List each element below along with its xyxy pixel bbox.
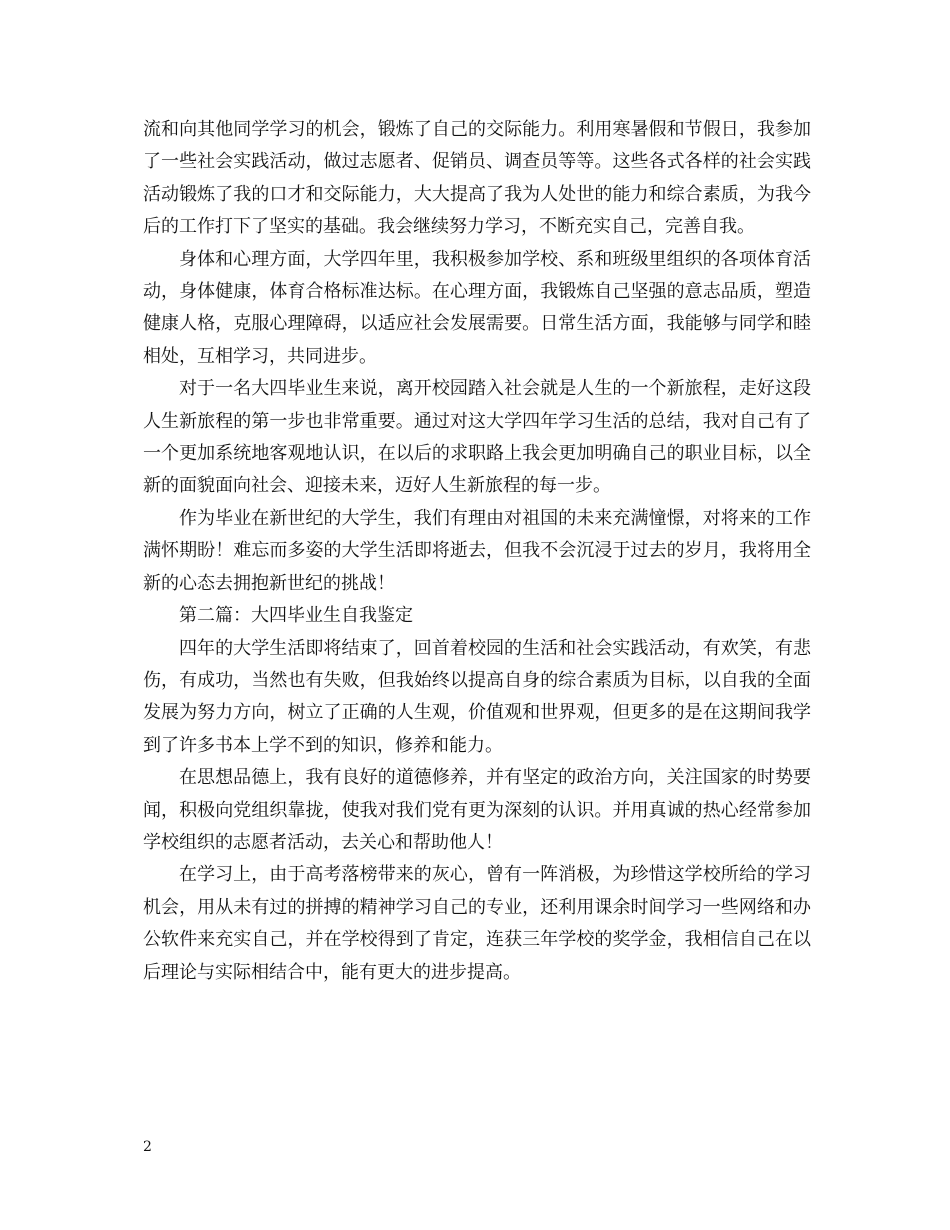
page-number: 2 [143, 1139, 152, 1155]
paragraph-four-years: 四年的大学生活即将结束了，回首着校园的生活和社会实践活动，有欢笑，有悲伤，有成功，当然也有失败，但我始终以提高自身的综合素质为目标，以自我的全面发展为努力方向，树立了正确的人生观，价值观和世界观，但更多的是在这期间我学到了许多书本上学不到的知识，修养和能力。 [143, 637, 811, 756]
paragraph-morality: 在思想品德上，我有良好的道德修养，并有坚定的政治方向，关注国家的时势要闻，积极向党组织靠拢，使我对我们党有更为深刻的认识。并用真诚的热心经常参加学校组织的志愿者活动，去关心和帮助他人！ [143, 767, 811, 853]
paragraph-new-journey: 对于一名大四毕业生来说，离开校园踏入社会就是人生的一个新旅程，走好这段人生新旅程的第一步也非常重要。通过对这大学四年学习生活的总结，我对自己有了一个更加系统地客观地认识，在以后的求职路上我会更加明确自己的职业目标，以全新的面貌面向社会、迎接未来，迈好人生新旅程的每一步。 [143, 378, 811, 497]
section-heading: 第二篇：大四毕业生自我鉴定 [179, 605, 413, 627]
paragraph-health: 身体和心理方面，大学四年里，我积极参加学校、系和班级里组织的各项体育活动，身体健康，体育合格标准达标。在心理方面，我锻炼自己坚强的意志品质，塑造健康人格，克服心理障碍，以适应社会发展需要。日常生活方面，我能够与同学和睦相处，互相学习，共同进步。 [143, 248, 811, 367]
paragraph-new-century: 作为毕业在新世纪的大学生，我们有理由对祖国的未来充满憧憬，对将来的工作满怀期盼！难忘而多姿的大学生活即将逝去，但我不会沉浸于过去的岁月，我将用全新的心态去拥抱新世纪的挑战！ [143, 507, 811, 594]
paragraph-study: 在学习上，由于高考落榜带来的灰心，曾有一阵消极，为珍惜这学校所给的学习机会，用从未有过的拼搏的精神学习自己的专业，还利用课余时间学习一些网络和办公软件来充实自己，并在学校得到了肯定，连获三年学校的奖学金，我相信自己在以后理论与实际相结合中，能有更大的进步提高。 [143, 864, 811, 983]
document-body [143, 114, 811, 989]
paragraph-continuation: 流和向其他同学学习的机会，锻炼了自己的交际能力。利用寒暑假和节假日，我参加了一些社会实践活动，做过志愿者、促销员、调查员等等。这些各式各样的社会实践活动锻炼了我的口才和交际能力，大大提高了我为人处世的能力和综合素质，为我今后的工作打下了坚实的基础。我会继续努力学习，不断充实自己，完善自我。 [143, 119, 811, 238]
